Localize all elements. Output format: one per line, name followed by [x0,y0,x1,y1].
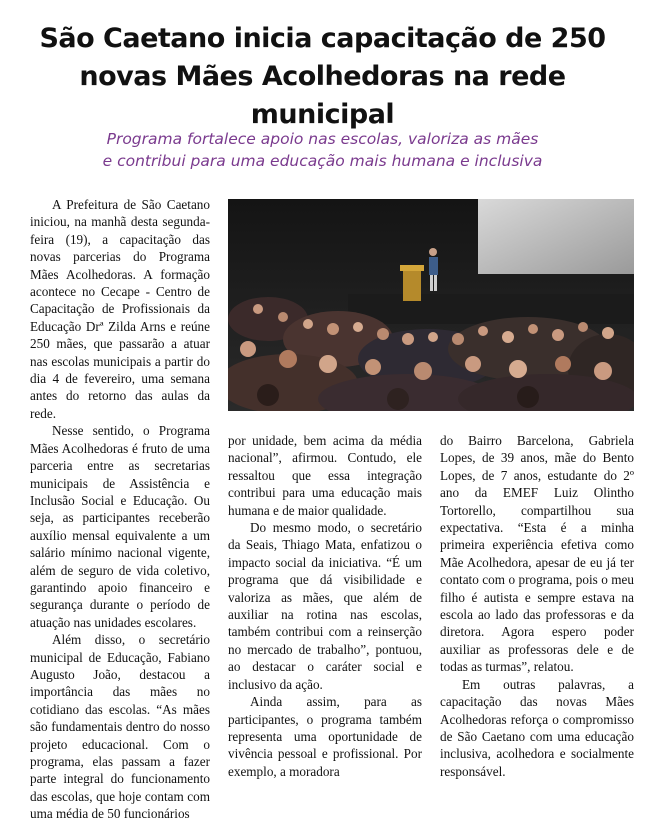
event-photo [228,199,634,411]
article-subheadline [20,128,625,172]
speaker [429,248,437,256]
lectern [403,269,421,301]
paragraph: Do mesmo modo, o secretário da Seais, Thiago Mata, enfatizou o impacto social da iniciativa. “É um programa que dá visibilidade e valoriza as mães, que além de auxiliar na rotina nas escolas, também contribui com a reinserção no mercado de trabalho”, pontuou, ao destacar o caráter social e inclusivo da ação. [228,520,422,692]
article-headline [10,20,635,134]
body-column-1 [30,196,210,823]
headline-line-2: novas Mães Acolhedoras na rede municipal [79,61,566,130]
projection-screen [478,199,634,274]
paragraph: do Bairro Barcelona, Gabriela Lopes, de 39 anos, mãe do Bento Lopes, de 7 anos, estudante do 2º ano da EMEF Luiz Olintho Tortorello, compartilhou sua expectativa. “Esta é a minha primeira experiência efetiva como Mãe Acolhedora, apesar de eu já ter contato com o programa, pois o meu filho é autista e sempre estava na escola ao lado das professoras e da diretora. Agora espero poder auxiliar as professoras dele e de todas as turmas”, relatou. [440,433,634,675]
subhead-line-2: e contribui para uma educação mais humana e inclusiva [102,152,543,170]
paragraph: Em outras palavras, a capacitação das novas Mães Acolhedoras reforça o compromisso de São Caetano com uma educação inclusiva, acolhedora e socialmente responsável. [440,676,634,779]
paragraph: Nesse sentido, o Programa Mães Acolhedoras é fruto de uma parceria entre as secretarias municipais de Assistência e Inclusão Social e Educação. Ou seja, as participantes receberão auxílio mensal equivalente a um salário mínimo nacional vigente, além de seguro de vida coletivo, garantindo apoio financeiro e segurança durante o período de atuação nas unidades escolares. [30,423,210,630]
paragraph: por unidade, bem acima da média nacional”, afirmou. Contudo, ele ressaltou que essa integração contribui para uma educação mais humana e de maior qualidade. [228,433,422,518]
paragraph: Além disso, o secretário municipal de Educação, Fabiano Augusto João, destacou a importância das mães no cotidiano das escolas. “As mães são fundamentais dentro do nosso projeto educacional. Com o programa, elas passam a fazer parte integral do funcionamento das escolas, que hoje contam com uma média de 50 funcionários [30,632,210,822]
auditorium-photo-illustration [228,199,634,411]
subhead-line-1: Programa fortalece apoio nas escolas, valoriza as mães [106,130,539,148]
paragraph: A Prefeitura de São Caetano iniciou, na manhã desta segunda-feira (19), a capacitação das novas parcerias do Programa Mães Acolhedoras. A formação acontece no Cecape - Centro de Capacitação de Profissionais da Educação Drª Zilda Arns e reúne 250 mães, que passarão a atuar nas escolas municipais a partir do dia 4 de fevereiro, uma semana antes do retorno das aulas da rede. [30,197,210,421]
headline-line-1: São Caetano inicia capacitação de 250 [39,23,606,54]
body-column-2 [228,432,422,780]
paragraph: Ainda assim, para as participantes, o programa também representa uma oportunidade de vivência pessoal e profissional. Por exemplo, a moradora [228,694,422,779]
body-column-3 [440,432,634,780]
